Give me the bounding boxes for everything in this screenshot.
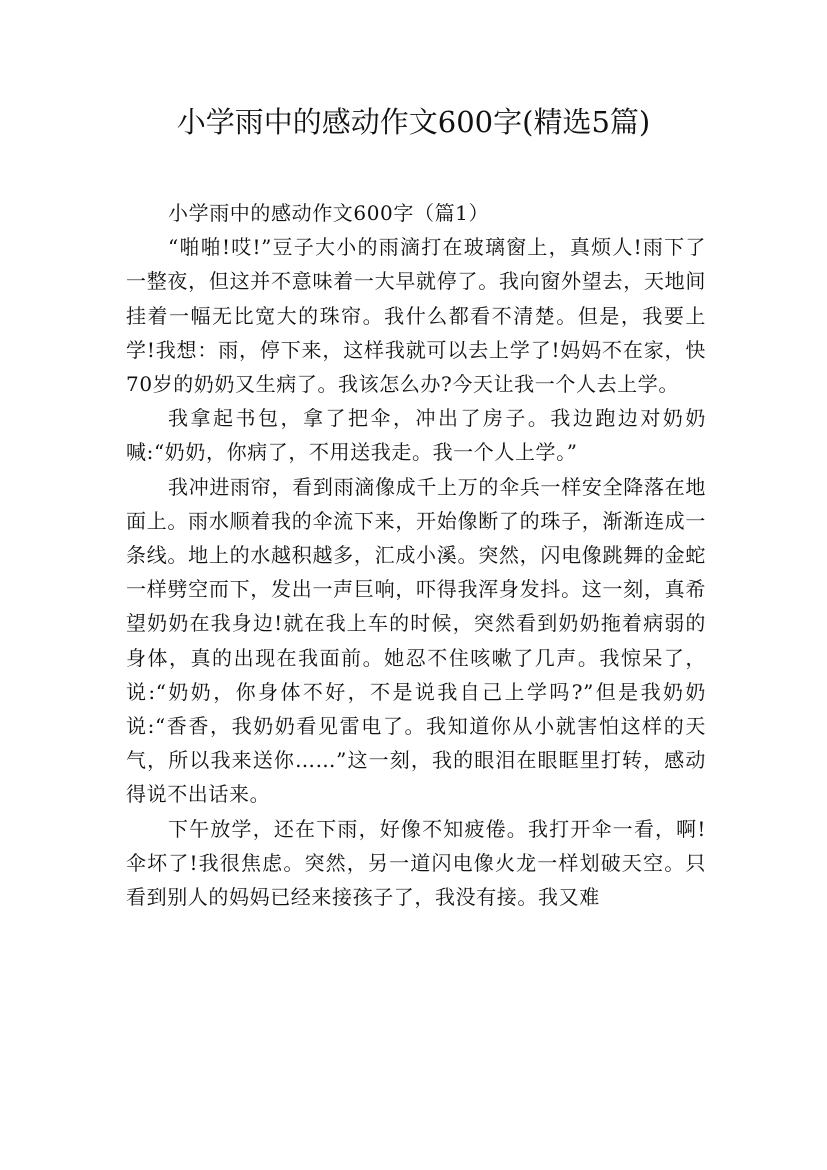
paragraph-3: 我冲进雨帘，看到雨滴像成千上万的伞兵一样安全降落在地面上。雨水顺着我的伞流下来，开始像断了的珠子，渐渐连成一条线。地上的水越积越多，汇成小溪。突然，闪电像跳舞的金蛇一样劈空而下，发出一声巨响，吓得我浑身发抖。这一刻，真希望奶奶在我身边!就在我上车的时候，突然看到奶奶拖着病弱的身体，真的出现在我面前。她忍不住咳嗽了几声。我惊呆了，说:“奶奶，你身体不好，不是说我自己上学吗?”但是我奶奶说:“香香，我奶奶看见雷电了。我知道你从小就害怕这样的天气，所以我来送你……”这一刻，我的眼泪在眼眶里打转，感动得说不出话来。 xyxy=(126,474,706,807)
paragraph-1: “啪啪!哎!”豆子大小的雨滴打在玻璃窗上，真烦人!雨下了一整夜，但这并不意味着一大早就停了。我向窗外望去，天地间挂着一幅无比宽大的珠帘。我什么都看不清楚。但是，我要上学!我想：雨，停下来，这样我就可以去上学了!妈妈不在家，快70岁的奶奶又生病了。我该怎么办?今天让我一个人去上学。 xyxy=(126,235,706,397)
document-body xyxy=(126,196,706,914)
paragraph-4: 下午放学，还在下雨，好像不知疲倦。我打开伞一看，啊!伞坏了!我很焦虑。突然，另一道闪电像火龙一样划破天空。只看到别人的妈妈已经来接孩子了，我没有接。我又难 xyxy=(126,816,706,910)
paragraph-2: 我拿起书包，拿了把伞，冲出了房子。我边跑边对奶奶喊:“奶奶，你病了，不用送我走。我一个人上学。” xyxy=(126,406,706,465)
section-heading: 小学雨中的感动作文600字（篇1） xyxy=(168,201,490,225)
document-title: 小学雨中的感动作文600字(精选5篇) xyxy=(176,105,651,139)
